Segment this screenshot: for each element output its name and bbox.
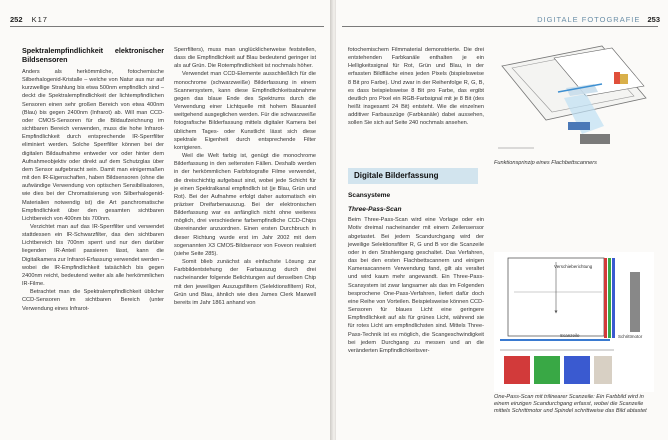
right-intro-column [348, 46, 484, 128]
right-page-header [537, 15, 660, 27]
figure-2-caption: One-Pass-Scan mit trilinearer Scanzeile: Ein Farbbild wird in einem einzigen Scandurchgang erfasst, wobei die Scanzeile mittels Schrittmotor und Spindel schrittweise das Bild abtastet [494, 394, 647, 414]
paragraph: Anders als herkömmliche, fotochemische Silberhalogenid-Kristalle – welche von Natur aus nur auf kurzwellige Strahlung bis etwa 500nm empfindlich sind – deckt die Spektralempfindlichkeit der lichtempfindlichen Sensoren einen sehr großen Bereich von etwa 400nm (Blau) bis gegen 2400nm (Infrarot) ab. Will man CCD- oder CMOS-Sensoren für die Bildaufzeichnung im sichtbaren Bereich verwenden, muss die hohe Infrarot-Empfindlichkeit durch entsprechende IR-Sperrfilter eliminiert werden. Solche Sperrfilter können bei der digitalen Bildaufnahme entweder vor oder hinter dem Aufnahmeobjektiv oder direkt auf dem Schutzglas über dem Sensor aufgebracht sein. Damit man einigermaßen mit den IR-Eigenschaften, haben Bildsensoren (ohne die aufwändige Verwendung von optischen Sensibilisatoren, wie dies bei der Chromatisierung von Silberhalogenid-Materialien notwendig ist) die Art panchromatische Empfindlichkeit über den gesamten sichtbaren Lichtbereich von 400nm bis 700nm. [22, 69, 164, 222]
paragraph: Beim Three-Pass-Scan wird eine Vorlage oder ein Motiv dreimal nacheinander mit einem Zeilensensor abgetastet. Bei jedem Scandurchgang wird der jeweilige Selektionsfilter R, G und B vor die Scanzeile oder in den Strahlengang geschaltet. Das Verfahren, das bei den ersten Flachbettscannern und einigen Kamerascannern Verwendung fand, gilt als veraltet und wird kaum mehr angewandt. Ein Three-Pass-Scansystem ist zwar langsamer als das im Folgenden besprochene One-Pass-Verfahren, liefert dafür doch eine Reihe von Vorteilen. Beispielsweise können CCD-Sensoren für blaues Licht eine geringere Empfindlichkeit auf als für grünes Licht, während sie für rotes Licht am empfindlichsten sind. Mittels Three-Pass-Technik ist es möglich, die Scangeschwindigkeit bei jedem Durchgang zu messen und an die veränderten Empfindlichkeitsver- [348, 217, 484, 354]
paragraph: Betrachtet man die Spektralempfindlichkeit üblicher CCD-Sensoren im sichtbaren Bereich (unter Verwendung eines Infrarot- [22, 289, 164, 312]
right-page-number: 253 [647, 15, 660, 24]
paragraph: Verwendet man CCD-Elemente ausschließlich für die monochrome (schwarzweiße) Bilderfassung in einem Scannersystem, kann diese Empfindlichkeitsabnahme gegen das blaue Ende des Spektrums durch die Verwendung einer Lichtquelle mit hohem Blauanteil weitgehend ausgeglichen werden. Für die schwarzweiße fotografische Bilderfassung mittels digitaler Kamera bei üblichem Tages- oder Kunstlicht lässt sich diese spektrale Eigenheit durch entsprechende Filter korrigieren. [174, 71, 316, 151]
running-title: DIGITALE FOTOGRAFIE [537, 15, 641, 24]
subsection-title: Scansysteme [348, 192, 391, 199]
paragraph: Sperrfilters), muss man unglücklicherweise feststellen, dass die Empfindlichkeit auf Blau bedeutend geringer ist als auf Grün. Die Rotempfindlichkeit ist nochmals höher. [174, 47, 316, 70]
left-page [0, 0, 332, 440]
paragraph: Somit blieb zunächst als einfachste Lösung zur Farbbildentstehung der Farbauszug durch drei nacheinander folgende Belichtungen auf denselben Chip mit den jeweiligen Auszugsfiltern (Selektionsfiltern) Rot, Grün und Blau, ähnlich wie dies James Clerk Maxwell bereits im Jahr 1861 anhand von [174, 259, 316, 306]
figure-1-caption: Funktionsprinzip eines Flachbettscanners [494, 160, 597, 166]
one-pass-scan-illustration [494, 252, 654, 392]
flatbed-scanner-figure [494, 38, 654, 158]
paragraph: Verzichtet man auf das IR-Sperrfilter und verwendet stattdessen ein IR-Schwarzfilter, das den sichtbaren Lichtbereich bis 700nm sperrt und nur den darüber liegenden IR-Anteil passieren lässt, kann die Digitalkamera zur Infrarot-Erfassung verwendet werden – wobei die IR-Empfindlichkeit tatsächlich bis gegen 2400nm reicht, bedeutend weiter als alle herkömmlichen IR-Filme. [22, 223, 164, 288]
one-pass-scan-figure [494, 252, 654, 392]
section-heading: Spektralempfindlichkeit elektronischer Bildsensoren [22, 46, 164, 64]
section-title-bar: Digitale Bilderfassung [348, 168, 478, 184]
stepper-motor-label: Schrittmotor [618, 334, 643, 339]
paragraph: Weil die Welt farbig ist, genügt die monochrome Bilderfassung in den seltensten Fällen. Deshalb werden in der herkömmlichen Farbfotografie Filme verwendet, die dreischichtig aufgebaut sind, wobei jede Schicht für je einen Spektralkanal empfindlich ist (je Blau, Grün und Rot). Bei der Aufnahme erfolgt daher automatisch ein präziser Dreifarbenauszug. Bei der elektronischen Bilderfassung war es anfänglich nicht ohne weiteres möglich, drei verschiedene farbempfindliche CCD-Chips übereinander anzuordnen. Einen ersten Durchbruch in dieser Richtung wurde erst im Jahr 2002 mit dem sogenannten X3 CMOS-Bildsensor von Foveon realisiert (siehe Seite 285). [174, 153, 316, 257]
left-column-2 [174, 46, 316, 307]
direction-label: Verschieberichtung [554, 264, 593, 269]
flatbed-scanner-illustration [494, 38, 654, 158]
paragraph: fotochemischem Filmmaterial demonstrierte. Die drei entstehenden Farbkanäle enthalten je ein Helligkeitssignal für Rot, Grün und Blau, in der erfassten Bildfläche eines jeden Pixels (bispielsweise 8 Bit pro Farbe). Und zwar in der Reihenfolge R, G, B, es dass beispielsweise 8 Bit pro Farbe, das ergibt deutlich pro Pixel ein RGB-Farbsignal mit je 8 Bit (des heißt insgesamt 24 Bit) entsteht. Wie die einzelnen additiver Farbauszüge (Farbkanäle) dabei aussehen, sollen Sie sich auf Seite 240 nochmals ansehen. [348, 47, 484, 127]
subsubsection-title: Three-Pass-Scan [348, 206, 402, 214]
left-header-rule [10, 26, 324, 27]
scanline-label: Scanzeile [560, 333, 580, 338]
right-body-column [348, 190, 484, 355]
left-column-1 [22, 46, 164, 313]
left-page-number: 252 [10, 15, 23, 24]
chapter-label: K17 [31, 15, 48, 24]
